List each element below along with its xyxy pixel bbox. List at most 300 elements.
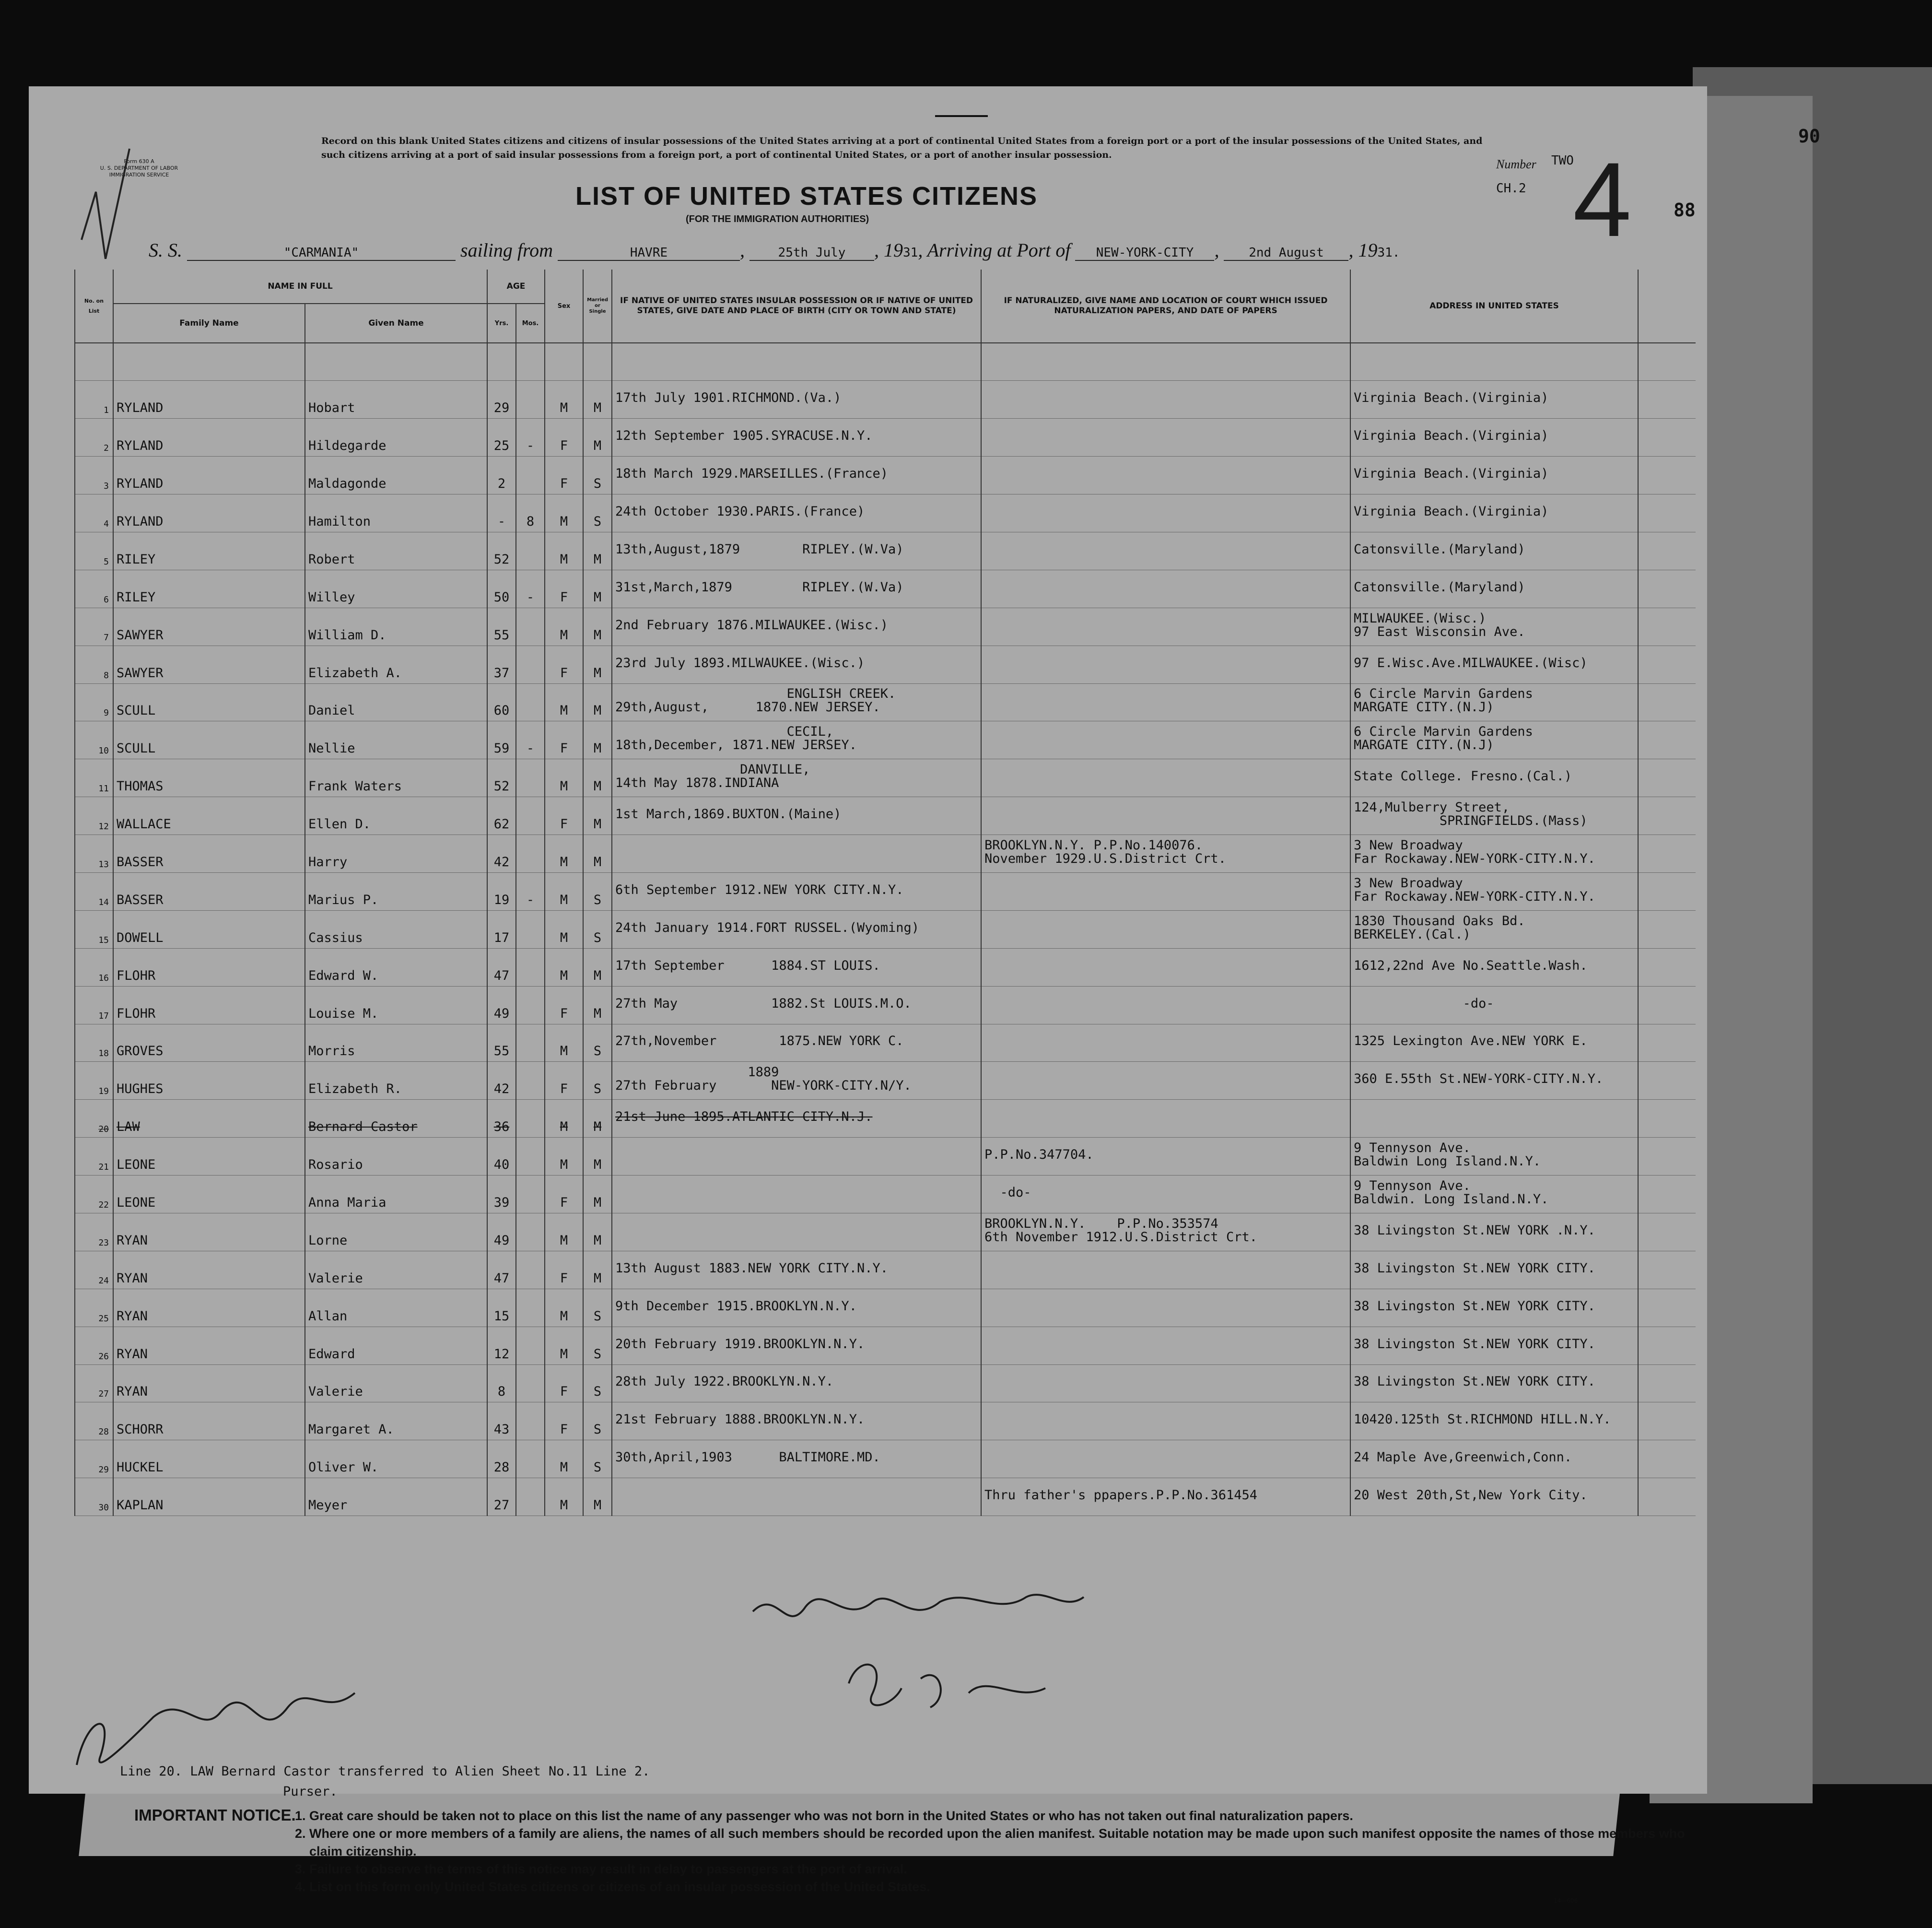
sex: M — [545, 1440, 583, 1478]
naturalization-info: -do- — [981, 1176, 1350, 1213]
family-name: WALLACE — [113, 797, 305, 835]
family-name: RYAN — [113, 1289, 305, 1327]
sex: M — [545, 1100, 583, 1138]
row-number: 1 — [75, 381, 113, 419]
notice-item: 3. Failure to observe the terms of this notice may result in delay to passengers at the port of arrival. — [295, 1862, 907, 1876]
family-name: RYAN — [113, 1364, 305, 1402]
arriving-label: Arriving at Port of — [927, 239, 1071, 261]
address: Virginia Beach.(Virginia) — [1350, 494, 1638, 532]
table-row — [75, 608, 1696, 646]
address: 1612,22nd Ave No.Seattle.Wash. — [1350, 948, 1638, 986]
age-years: 27 — [487, 1478, 516, 1516]
marital-status: S — [583, 1289, 612, 1327]
row-number: 26 — [75, 1327, 113, 1364]
family-name: SCULL — [113, 721, 305, 759]
naturalization-info — [981, 570, 1350, 608]
ship-name: "CARMANIA" — [187, 246, 456, 261]
sex: M — [545, 608, 583, 646]
age-months — [516, 381, 545, 419]
arrive-year: 31. — [1377, 246, 1400, 260]
given-name: Bernard Castor — [305, 1100, 487, 1138]
check-mark-signature — [77, 144, 134, 259]
age-months — [516, 835, 545, 873]
marital-status: S — [583, 1327, 612, 1364]
blank-cell — [1638, 1327, 1696, 1364]
blank-cell — [1638, 948, 1696, 986]
page-subtitle: (FOR THE IMMIGRATION AUTHORITIES) — [686, 214, 869, 224]
sex: F — [545, 1402, 583, 1440]
port-from: HAVRE — [558, 246, 740, 261]
row-number: 15 — [75, 910, 113, 948]
address: 38 Livingston St.NEW YORK CITY. — [1350, 1251, 1638, 1289]
naturalization-info — [981, 1251, 1350, 1289]
row-number: 2 — [75, 419, 113, 457]
naturalization-info — [981, 948, 1350, 986]
col-birth: IF NATIVE OF UNITED STATES INSULAR POSSESSION OR IF NATIVE OF UNITED STATES, GIVE DATE AND PLACE OF BIRTH (CITY OR TOWN AND STATE) — [612, 270, 981, 343]
family-name: RYAN — [113, 1327, 305, 1364]
table-row — [75, 986, 1696, 1024]
sex: M — [545, 835, 583, 873]
port-to: NEW-YORK-CITY — [1075, 246, 1214, 261]
address: 6 Circle Marvin Gardens MARGATE CITY.(N.J) — [1350, 683, 1638, 721]
blank-cell — [1638, 986, 1696, 1024]
family-name: RILEY — [113, 532, 305, 570]
row-number: 18 — [75, 1024, 113, 1062]
row-number: 20 — [75, 1100, 113, 1138]
family-name: RYLAND — [113, 494, 305, 532]
family-name: HUGHES — [113, 1062, 305, 1100]
age-years: 2 — [487, 457, 516, 494]
address: 6 Circle Marvin Gardens MARGATE CITY.(N.J) — [1350, 721, 1638, 759]
family-name: RILEY — [113, 570, 305, 608]
age-months — [516, 1024, 545, 1062]
naturalization-info — [981, 457, 1350, 494]
col-family-name: Family Name — [113, 304, 305, 343]
family-name: BASSER — [113, 872, 305, 910]
given-name: Rosario — [305, 1138, 487, 1176]
family-name: SAWYER — [113, 608, 305, 646]
row-number: 19 — [75, 1062, 113, 1100]
age-years: 39 — [487, 1176, 516, 1213]
depart-date: 25th July — [749, 246, 874, 261]
col-married: Married or Single — [583, 270, 612, 343]
sex: M — [545, 532, 583, 570]
blank-cell — [1638, 797, 1696, 835]
family-name: SCULL — [113, 683, 305, 721]
marital-status: M — [583, 721, 612, 759]
age-months — [516, 1440, 545, 1478]
age-years: 42 — [487, 835, 516, 873]
marital-status: M — [583, 608, 612, 646]
marital-status: M — [583, 532, 612, 570]
department-name: U. S. DEPARTMENT OF LABOR — [100, 165, 178, 171]
birth-info: 21st February 1888.BROOKLYN.N.Y. — [612, 1402, 981, 1440]
back-page-number: 90 — [1798, 126, 1820, 147]
naturalization-info — [981, 532, 1350, 570]
table-row — [75, 721, 1696, 759]
given-name: Hamilton — [305, 494, 487, 532]
sex: M — [545, 948, 583, 986]
given-name: Oliver W. — [305, 1440, 487, 1478]
age-years: 62 — [487, 797, 516, 835]
given-name: Lorne — [305, 1213, 487, 1251]
blank-cell — [1638, 381, 1696, 419]
row-number: 29 — [75, 1440, 113, 1478]
address: Catonsville.(Maryland) — [1350, 532, 1638, 570]
given-name: Valerie — [305, 1251, 487, 1289]
age-years: 25 — [487, 419, 516, 457]
given-name: Morris — [305, 1024, 487, 1062]
table-row — [75, 1402, 1696, 1440]
given-name: Daniel — [305, 683, 487, 721]
naturalization-info — [981, 1100, 1350, 1138]
age-years: 42 — [487, 1062, 516, 1100]
given-name: Elizabeth A. — [305, 646, 487, 683]
table-row — [75, 683, 1696, 721]
family-name: THOMAS — [113, 759, 305, 797]
blank-cell — [1638, 872, 1696, 910]
passenger-table — [74, 270, 1696, 1516]
row-number: 25 — [75, 1289, 113, 1327]
birth-info: 21st June 1895.ATLANTIC CITY.N.J. — [612, 1100, 981, 1138]
given-name: William D. — [305, 608, 487, 646]
col-sex: Sex — [545, 270, 583, 343]
blank-cell — [1638, 910, 1696, 948]
row-number: 21 — [75, 1138, 113, 1176]
marital-status: S — [583, 1024, 612, 1062]
table-row — [75, 646, 1696, 683]
birth-info: 12th September 1905.SYRACUSE.N.Y. — [612, 419, 981, 457]
blank-cell — [1638, 1478, 1696, 1516]
address: Virginia Beach.(Virginia) — [1350, 381, 1638, 419]
naturalization-info — [981, 494, 1350, 532]
table-row — [75, 1289, 1696, 1327]
arrive-year-prefix: 19 — [1358, 239, 1378, 261]
age-years: 55 — [487, 608, 516, 646]
address: 124,Mulberry Street, SPRINGFIELDS.(Mass) — [1350, 797, 1638, 835]
age-years: 19 — [487, 872, 516, 910]
naturalization-info — [981, 381, 1350, 419]
table-row — [75, 1478, 1696, 1516]
birth-info — [612, 835, 981, 873]
address: State College. Fresno.(Cal.) — [1350, 759, 1638, 797]
age-months — [516, 797, 545, 835]
sex: M — [545, 1024, 583, 1062]
marital-status: M — [583, 835, 612, 873]
naturalization-info — [981, 1440, 1350, 1478]
notice-title: IMPORTANT NOTICE. — [134, 1806, 296, 1824]
birth-info — [612, 1176, 981, 1213]
given-name: Anna Maria — [305, 1176, 487, 1213]
purser-label: Purser. — [283, 1784, 338, 1799]
age-months — [516, 948, 545, 986]
sailing-label: sailing from — [460, 239, 553, 261]
sex: F — [545, 797, 583, 835]
row-number: 5 — [75, 532, 113, 570]
sex: F — [545, 1251, 583, 1289]
form-number: Form 630 A — [124, 158, 154, 165]
age-years: 12 — [487, 1327, 516, 1364]
table-row — [75, 797, 1696, 835]
blank-cell — [1638, 759, 1696, 797]
marital-status: M — [583, 1100, 612, 1138]
sex: M — [545, 1327, 583, 1364]
given-name: Nellie — [305, 721, 487, 759]
given-name: Allan — [305, 1289, 487, 1327]
sex: F — [545, 986, 583, 1024]
depart-year: 31 — [903, 246, 918, 260]
address: MILWAUKEE.(Wisc.) 97 East Wisconsin Ave. — [1350, 608, 1638, 646]
notice-item: 4. List on this form only United States citizens or citizens of an insular possession of the United States. — [295, 1880, 930, 1894]
blank-cell — [1638, 457, 1696, 494]
given-name: Edward — [305, 1327, 487, 1364]
row-number: 17 — [75, 986, 113, 1024]
given-name: Marius P. — [305, 872, 487, 910]
row-number: 3 — [75, 457, 113, 494]
birth-info: 17th July 1901.RICHMOND.(Va.) — [612, 381, 981, 419]
age-months: 8 — [516, 494, 545, 532]
marital-status: M — [583, 1478, 612, 1516]
blank-cell — [1638, 1100, 1696, 1138]
sex: F — [545, 721, 583, 759]
blank-cell — [1638, 570, 1696, 608]
row-number: 30 — [75, 1478, 113, 1516]
marital-status: M — [583, 948, 612, 986]
age-months — [516, 1364, 545, 1402]
age-months — [516, 532, 545, 570]
given-name: Frank Waters — [305, 759, 487, 797]
birth-info: 2nd February 1876.MILWAUKEE.(Wisc.) — [612, 608, 981, 646]
age-months: - — [516, 419, 545, 457]
naturalization-info — [981, 797, 1350, 835]
address: -do- — [1350, 986, 1638, 1024]
marital-status: S — [583, 1062, 612, 1100]
birth-info: 30th,April,1903 BALTIMORE.MD. — [612, 1440, 981, 1478]
age-years: 60 — [487, 683, 516, 721]
naturalization-info: BROOKLYN.N.Y. P.P.No.140076. November 1929.U.S.District Crt. — [981, 835, 1350, 873]
address: Virginia Beach.(Virginia) — [1350, 419, 1638, 457]
naturalization-info — [981, 872, 1350, 910]
sex: F — [545, 1176, 583, 1213]
sex: F — [545, 1062, 583, 1100]
table-row — [75, 910, 1696, 948]
birth-info: DANVILLE, 14th May 1878.INDIANA — [612, 759, 981, 797]
sex: M — [545, 381, 583, 419]
table-row — [75, 1176, 1696, 1213]
table-row — [75, 1440, 1696, 1478]
naturalization-info — [981, 1364, 1350, 1402]
given-name: Valerie — [305, 1364, 487, 1402]
naturalization-info — [981, 1327, 1350, 1364]
col-yrs: Yrs. — [487, 304, 516, 343]
table-row — [75, 948, 1696, 986]
age-years: 49 — [487, 986, 516, 1024]
marital-status: S — [583, 1402, 612, 1440]
table-row — [75, 1327, 1696, 1364]
blank-cell — [1638, 1176, 1696, 1213]
sex: M — [545, 683, 583, 721]
given-name: Meyer — [305, 1478, 487, 1516]
table-row — [75, 872, 1696, 910]
family-name: LAW — [113, 1100, 305, 1138]
marital-status: M — [583, 570, 612, 608]
ch-label: CH.2 — [1496, 181, 1526, 196]
page-title: LIST OF UNITED STATES CITIZENS — [575, 182, 1038, 211]
age-years: 43 — [487, 1402, 516, 1440]
naturalization-info — [981, 986, 1350, 1024]
family-name: BASSER — [113, 835, 305, 873]
birth-info: 27th,November 1875.NEW YORK C. — [612, 1024, 981, 1062]
row-number: 24 — [75, 1251, 113, 1289]
address: 24 Maple Ave,Greenwich,Conn. — [1350, 1440, 1638, 1478]
marital-status: M — [583, 986, 612, 1024]
family-name: KAPLAN — [113, 1478, 305, 1516]
sex: M — [545, 759, 583, 797]
family-name: SAWYER — [113, 646, 305, 683]
marital-status: S — [583, 1364, 612, 1402]
sex: F — [545, 457, 583, 494]
notice-list — [295, 1807, 1686, 1896]
marital-status: M — [583, 1213, 612, 1251]
table-row — [75, 1062, 1696, 1100]
birth-info — [612, 1213, 981, 1251]
age-years: 47 — [487, 1251, 516, 1289]
given-name: Edward W. — [305, 948, 487, 986]
blank-row — [75, 343, 1696, 381]
table-row — [75, 570, 1696, 608]
depart-year-prefix: 19 — [884, 239, 903, 261]
blank-cell — [1638, 419, 1696, 457]
birth-info: 18th March 1929.MARSEILLES.(France) — [612, 457, 981, 494]
notice-item: 1. Great care should be taken not to place on this list the name of any passenger who was not born in the United States or who has not taken out final naturalization papers. — [295, 1809, 1353, 1823]
address: 360 E.55th St.NEW-YORK-CITY.N.Y. — [1350, 1062, 1638, 1100]
row-number: 22 — [75, 1176, 113, 1213]
birth-info: CECIL, 18th,December, 1871.NEW JERSEY. — [612, 721, 981, 759]
address — [1350, 1100, 1638, 1138]
naturalization-info — [981, 721, 1350, 759]
sex: F — [545, 1364, 583, 1402]
table-row — [75, 381, 1696, 419]
age-months — [516, 1478, 545, 1516]
address: Catonsville.(Maryland) — [1350, 570, 1638, 608]
sex: M — [545, 1213, 583, 1251]
sheet-number: 4 — [1573, 141, 1632, 259]
naturalization-info — [981, 1062, 1350, 1100]
ss-label: S. S. — [149, 239, 182, 261]
row-number: 8 — [75, 646, 113, 683]
naturalization-info — [981, 910, 1350, 948]
blank-cell — [1638, 683, 1696, 721]
table-row — [75, 419, 1696, 457]
col-address: ADDRESS IN UNITED STATES — [1350, 270, 1638, 343]
row-number: 13 — [75, 835, 113, 873]
age-years: 59 — [487, 721, 516, 759]
age-months — [516, 1402, 545, 1440]
age-years: 47 — [487, 948, 516, 986]
col-blank — [1638, 270, 1696, 343]
naturalization-info — [981, 608, 1350, 646]
family-name: RYAN — [113, 1251, 305, 1289]
blank-cell — [1638, 835, 1696, 873]
line-20-note: Line 20. LAW Bernard Castor transferred to Alien Sheet No.11 Line 2. — [120, 1764, 650, 1779]
blank-cell — [1638, 721, 1696, 759]
row-number: 28 — [75, 1402, 113, 1440]
birth-info: 13th,August,1879 RIPLEY.(W.Va) — [612, 532, 981, 570]
naturalization-info — [981, 1024, 1350, 1062]
family-name: SCHORR — [113, 1402, 305, 1440]
row-number: 11 — [75, 759, 113, 797]
table-row — [75, 532, 1696, 570]
age-months — [516, 1100, 545, 1138]
naturalization-info — [981, 683, 1350, 721]
age-years: 36 — [487, 1100, 516, 1138]
table-row — [75, 759, 1696, 797]
sex: F — [545, 419, 583, 457]
sex: M — [545, 494, 583, 532]
given-name: Harry — [305, 835, 487, 873]
birth-info: 27th May 1882.St LOUIS.M.O. — [612, 986, 981, 1024]
age-months — [516, 986, 545, 1024]
birth-info: 24th October 1930.PARIS.(France) — [612, 494, 981, 532]
birth-info: 20th February 1919.BROOKLYN.N.Y. — [612, 1327, 981, 1364]
family-name: DOWELL — [113, 910, 305, 948]
given-name: Margaret A. — [305, 1402, 487, 1440]
row-number: 27 — [75, 1364, 113, 1402]
row-number: 6 — [75, 570, 113, 608]
blank-cell — [1638, 1289, 1696, 1327]
given-name: Cassius — [305, 910, 487, 948]
marital-status: M — [583, 381, 612, 419]
family-name: RYLAND — [113, 381, 305, 419]
naturalization-info: Thru father's ppapers.P.P.No.361454 — [981, 1478, 1350, 1516]
col-no: No. on List — [75, 270, 113, 343]
age-years: 50 — [487, 570, 516, 608]
age-months — [516, 759, 545, 797]
address: 3 New Broadway Far Rockaway.NEW-YORK-CITY.N.Y. — [1350, 872, 1638, 910]
blank-cell — [1638, 646, 1696, 683]
table-row — [75, 835, 1696, 873]
birth-info — [612, 1478, 981, 1516]
naturalization-info — [981, 759, 1350, 797]
age-years: - — [487, 494, 516, 532]
marital-status: S — [583, 494, 612, 532]
marital-status: M — [583, 1251, 612, 1289]
family-name: RYLAND — [113, 457, 305, 494]
row-number: 12 — [75, 797, 113, 835]
given-name: Louise M. — [305, 986, 487, 1024]
row-number: 16 — [75, 948, 113, 986]
age-months: - — [516, 721, 545, 759]
age-months — [516, 646, 545, 683]
given-name: Maldagonde — [305, 457, 487, 494]
table-row — [75, 1364, 1696, 1402]
given-name: Willey — [305, 570, 487, 608]
sex: M — [545, 910, 583, 948]
address: 1325 Lexington Ave.NEW YORK E. — [1350, 1024, 1638, 1062]
age-years: 28 — [487, 1440, 516, 1478]
birth-info: ENGLISH CREEK. 29th,August, 1870.NEW JERSEY. — [612, 683, 981, 721]
address: 1830 Thousand Oaks Bd. BERKELEY.(Cal.) — [1350, 910, 1638, 948]
address: 9 Tennyson Ave. Baldwin Long Island.N.Y. — [1350, 1138, 1638, 1176]
birth-info: 1889 27th February NEW-YORK-CITY.N/Y. — [612, 1062, 981, 1100]
blank-cell — [1638, 1024, 1696, 1062]
blank-cell — [1638, 1402, 1696, 1440]
birth-info: 13th August 1883.NEW YORK CITY.N.Y. — [612, 1251, 981, 1289]
birth-info: 6th September 1912.NEW YORK CITY.N.Y. — [612, 872, 981, 910]
blank-cell — [1638, 532, 1696, 570]
family-name: RYLAND — [113, 419, 305, 457]
sex: M — [545, 872, 583, 910]
